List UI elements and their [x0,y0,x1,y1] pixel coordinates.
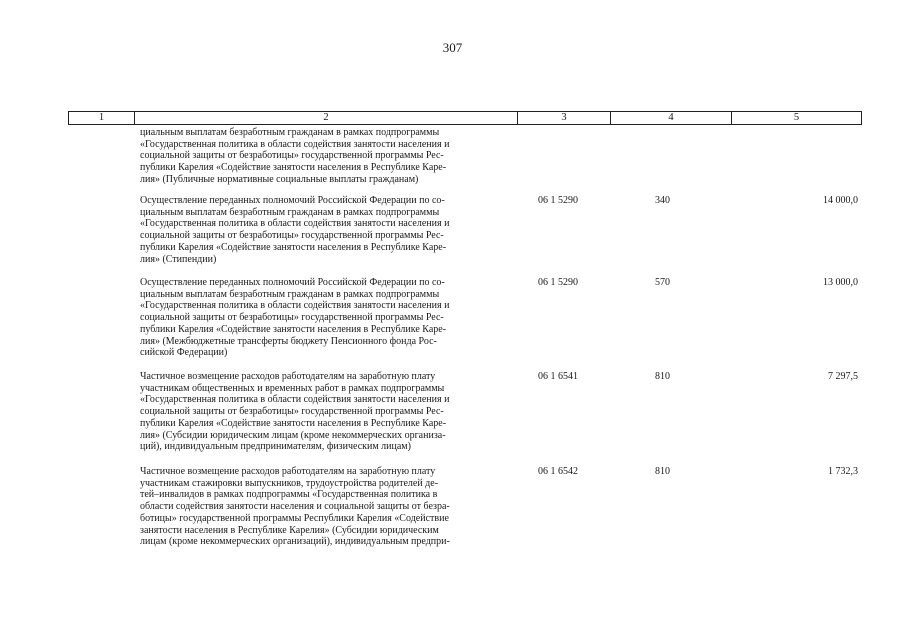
column-header-5: 5 [732,112,862,125]
row-amount: 7 297,5 [828,371,858,382]
row-target-code: 06 1 6541 [538,371,578,382]
row-target-code: 06 1 5290 [538,277,578,288]
row-expense-kind: 810 [655,466,670,477]
row-expense-kind: 570 [655,277,670,288]
row-description: Частичное возмещение расходов работодателям на заработную плату участникам стажировки выпускников, трудоустройства родителей де- тей–инвалидов в рамках подпрограммы «Государственная политика в области содействия занятости населения и социальной защиты от безра- ботицы» государственной программы Республики Карелия «Содействие занятости населения в Республике Карелия» (Субсидии юридическим лицам (кроме некоммерческих организаций), индивидуальным предпри- [140,466,450,548]
row-description: циальным выплатам безработным гражданам в рамках подпрограммы «Государственная политика в области содействия занятости населения и социальной защиты от безработицы» государственной программы Рес- публики Карелия «Содействие занятости населения в Республике Каре- лия» (Публичные нормативные социальные выплаты гражданам) [140,127,450,185]
row-description: Осуществление переданных полномочий Российской Федерации по со- циальным выплатам безработным гражданам в рамках подпрограммы «Государственная политика в области содействия занятости населения и социальной защиты от безработицы» государственной программы Рес- публики Карелия «Содействие занятости населения в Республике Каре- лия» (Стипендии) [140,195,450,265]
column-header-4: 4 [611,112,732,125]
column-header-2: 2 [135,112,518,125]
page-number: 307 [442,40,463,55]
row-amount: 13 000,0 [823,277,858,288]
row-description: Осуществление переданных полномочий Российской Федерации по со- циальным выплатам безработным гражданам в рамках подпрограммы «Государственная политика в области содействия занятости населения и социальной защиты от безработицы» государственной программы Рес- публики Карелия «Содействие занятости населения в Республике Каре- лия» (Межбюджетные трансферты бюджету Пенсионного фонда Рос- сийской Федерации) [140,277,450,359]
row-target-code: 06 1 6542 [538,466,578,477]
column-header-table [68,111,862,125]
row-amount: 14 000,0 [823,195,858,206]
column-header-row [69,112,862,125]
row-expense-kind: 810 [655,371,670,382]
row-description: Частичное возмещение расходов работодателям на заработную плату участникам общественных и временных работ в рамках подпрограммы «Государственная политика в области содействия занятости населения и социальной защиты от безработицы» государственной программы Рес- публики Карелия «Содействие занятости населения в Республике Каре- лия» (Субсидии юридическим лицам (кроме некоммерческих организа- ций), индивидуальным предпринимателям, физическим лицам) [140,371,450,453]
column-header-3: 3 [518,112,611,125]
column-header-1: 1 [69,112,135,125]
row-expense-kind: 340 [655,195,670,206]
row-amount: 1 732,3 [828,466,858,477]
row-target-code: 06 1 5290 [538,195,578,206]
